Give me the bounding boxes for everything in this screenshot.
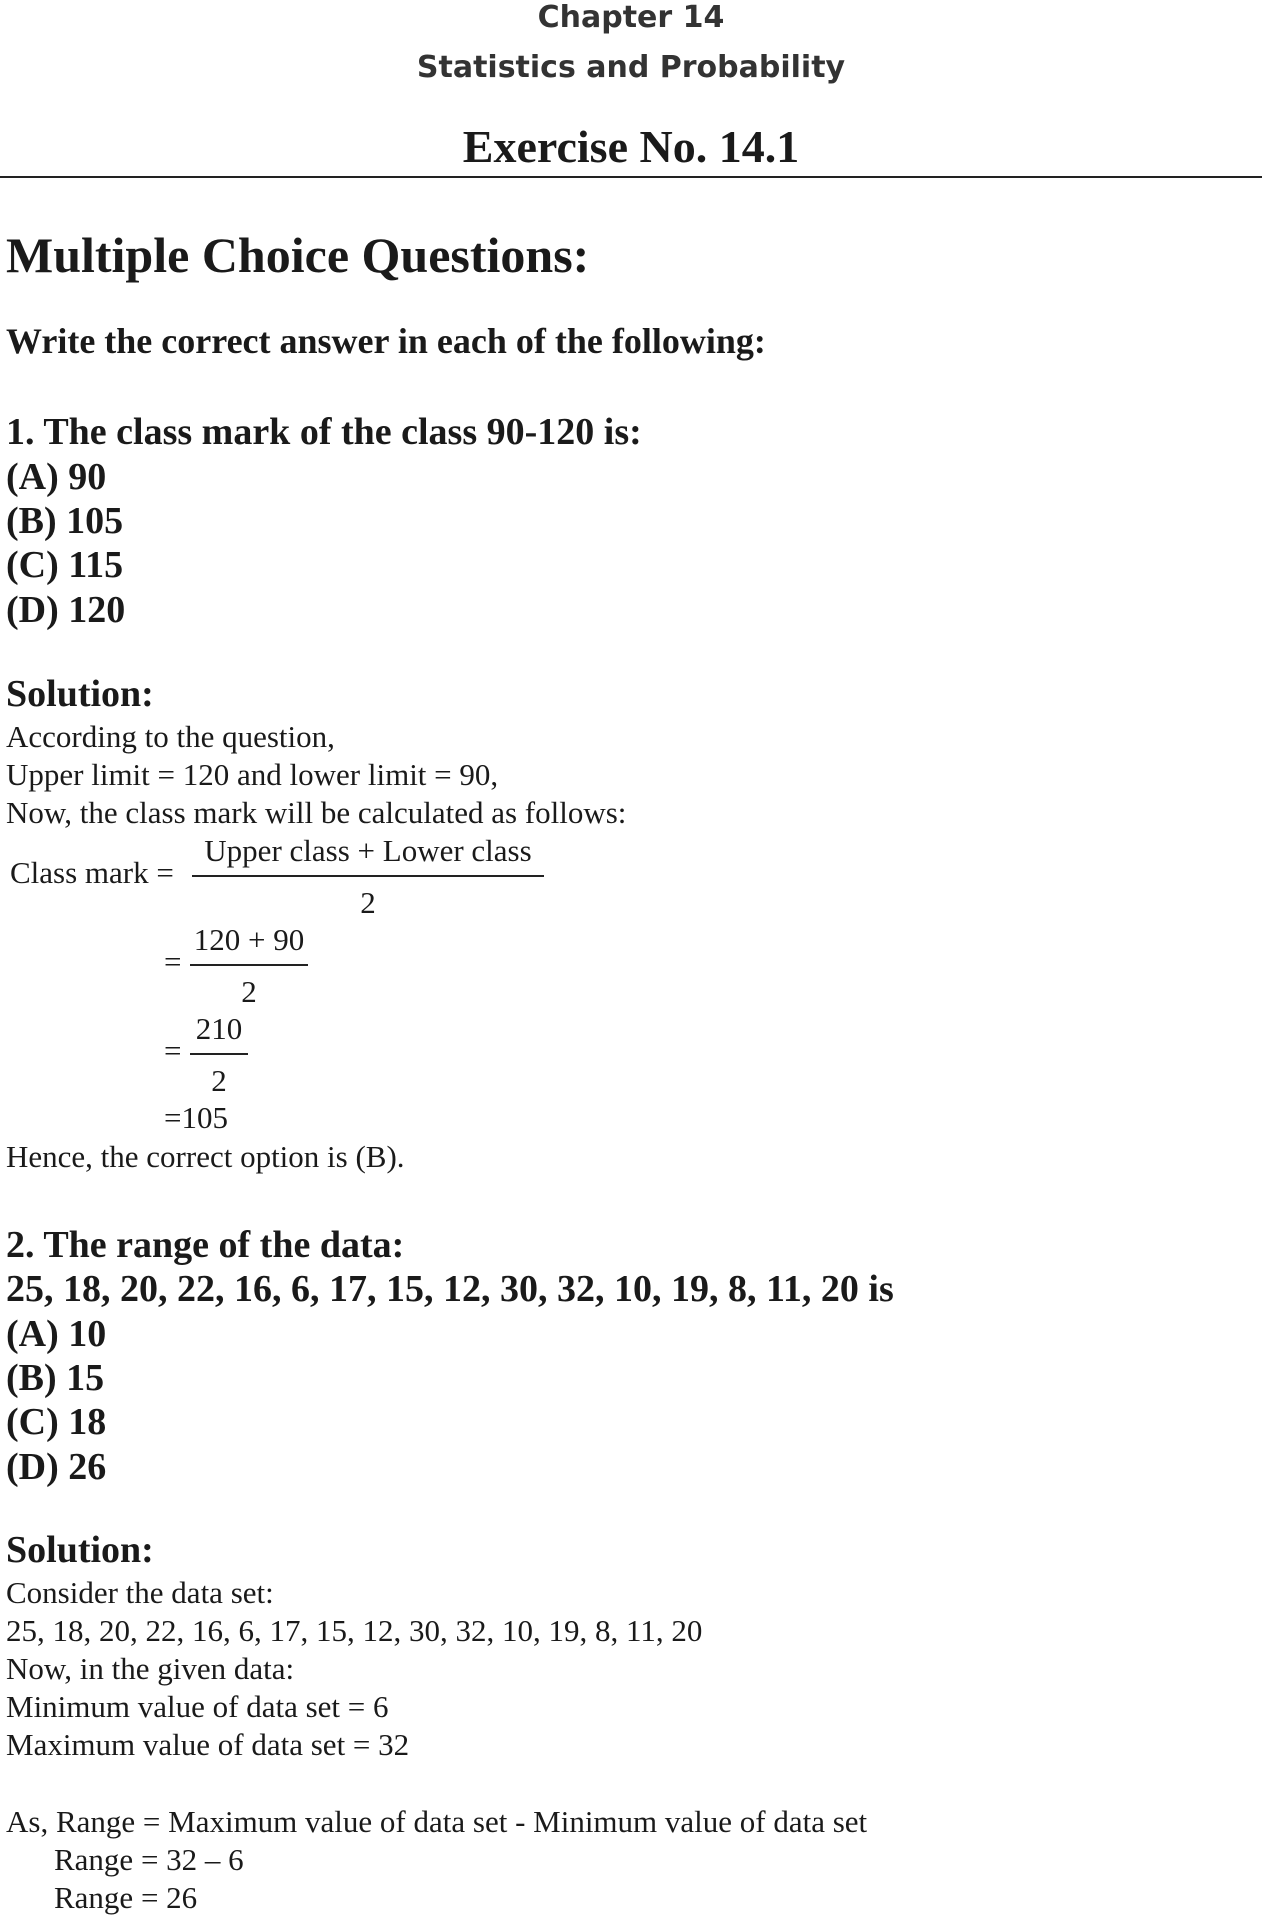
q1-option-b: (B) 105 <box>6 500 124 542</box>
fraction-numerator: 210 <box>195 1011 243 1046</box>
q2-line-5: Maximum value of data set = 32 <box>6 1727 410 1762</box>
range-step-1: Range = 32 – 6 <box>54 1842 244 1877</box>
q1-solution-label: Solution: <box>6 673 154 715</box>
q1-conclusion: Hence, the correct option is (B). <box>6 1139 405 1174</box>
q1-option-d: (D) 120 <box>6 589 126 631</box>
exercise-title: Exercise No. 14.1 <box>462 121 800 172</box>
q2-question: 2. The range of the data: <box>6 1224 405 1266</box>
chapter-title: Chapter 14 <box>537 0 725 35</box>
q2-line-3: Now, in the given data: <box>6 1651 295 1686</box>
class-mark-fraction <box>192 833 544 921</box>
fraction-denominator: 2 <box>241 974 257 1009</box>
equals-sign: = <box>164 944 182 979</box>
q1-line-2: Upper limit = 120 and lower limit = 90, <box>6 757 499 792</box>
q2-data: 25, 18, 20, 22, 16, 6, 17, 15, 12, 30, 32, 10, 19, 8, 11, 20 is <box>6 1268 894 1310</box>
q1-result: =105 <box>164 1100 228 1135</box>
range-step-2: Range = 26 <box>54 1880 198 1915</box>
q2-option-a: (A) 10 <box>6 1313 107 1355</box>
fraction-numerator: Upper class + Lower class <box>204 833 532 868</box>
equals-sign: = <box>164 1033 182 1068</box>
step-fraction-1 <box>190 922 308 1010</box>
q1-option-c: (C) 115 <box>6 544 124 586</box>
q2-option-c: (C) 18 <box>6 1401 107 1443</box>
fraction-bar <box>190 1053 248 1055</box>
fraction-numerator: 120 + 90 <box>193 922 305 957</box>
fraction-bar <box>190 964 308 966</box>
q1-question: 1. The class mark of the class 90-120 is: <box>6 411 642 453</box>
step-fraction-2 <box>190 1011 248 1099</box>
q2-option-b: (B) 15 <box>6 1357 105 1399</box>
q1-line-1: According to the question, <box>6 719 335 754</box>
section-title: Multiple Choice Questions: <box>6 227 590 283</box>
range-definition: As, Range = Maximum value of data set - Minimum value of data set <box>6 1804 868 1839</box>
fraction-bar <box>192 875 544 877</box>
class-mark-label: Class mark = <box>10 855 174 890</box>
fraction-denominator: 2 <box>211 1063 227 1098</box>
q1-option-a: (A) 90 <box>6 456 107 498</box>
fraction-denominator: 2 <box>360 885 376 920</box>
q2-line-4: Minimum value of data set = 6 <box>6 1689 389 1724</box>
header-divider <box>0 176 1262 178</box>
q2-line-1: Consider the data set: <box>6 1575 274 1610</box>
subject-title: Statistics and Probability <box>416 50 846 85</box>
q2-line-2: 25, 18, 20, 22, 16, 6, 17, 15, 12, 30, 32, 10, 19, 8, 11, 20 <box>6 1613 703 1648</box>
instruction: Write the correct answer in each of the following: <box>6 321 766 361</box>
q1-line-3: Now, the class mark will be calculated as follows: <box>6 795 627 830</box>
q2-option-d: (D) 26 <box>6 1446 107 1488</box>
q2-solution-label: Solution: <box>6 1529 154 1571</box>
